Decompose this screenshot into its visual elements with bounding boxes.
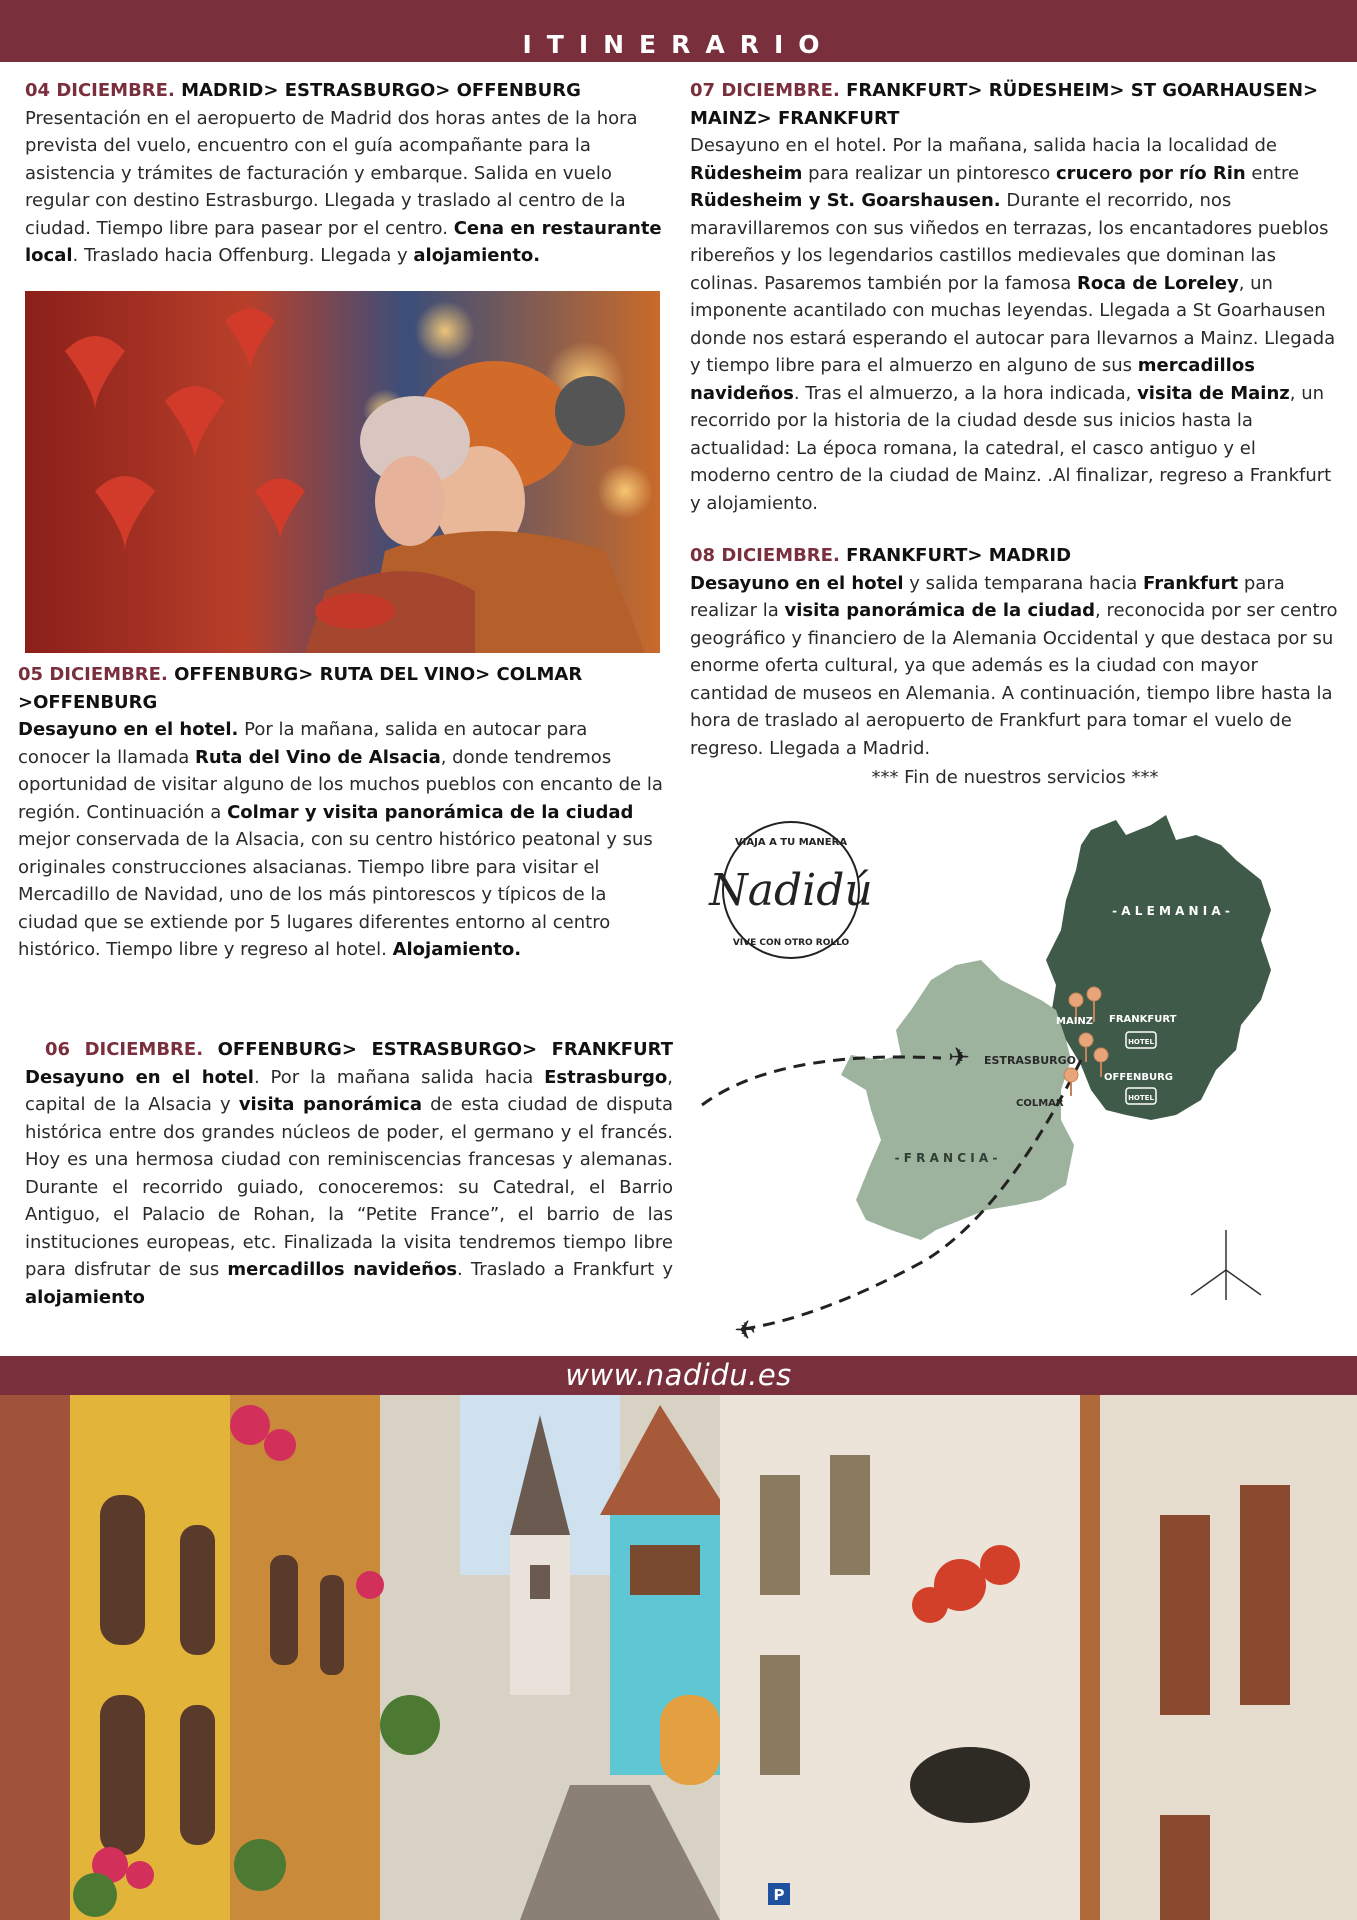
day-07-date: 07 DICIEMBRE. [690,80,840,101]
day-04-text: Presentación en el aeropuerto de Madrid dos horas antes de la hora prevista del vuelo, encuentro con el guía acompañante para la asistencia y trámites de facturación y embarque. Salida en vuelo regular con destino Estrasburgo. Llegada y traslado al centro de la ciudad. Tiempo libre para pasear por el centro. Cena en restaurante local. Traslado hacia Offenburg. Llegada y alojamiento. [25,107,662,266]
day-06-text: Desayuno en el hotel. Por la mañana salida hacia Estrasburgo, capital de la Alsacia y visita panorámica de esta ciudad de disputa histórica entre dos grandes núcleos de poder, el germano y el francés. Hoy es una hermosa ciudad con reminiscencias francesas y alemanas. Durante el recorrido guiado, conoceremos: su Catedral, el Barrio Antiguo, el Palacio de Rohan, la “Petite France”, el barrio de las instituciones europeas, etc. Finalizada la visita tendremos tiempo libre para disfrutar de sus mercadillos navideños. Traslado a Frankfurt y alojamiento [25,1066,673,1308]
pin-icon-estrasburgo [1079,1033,1093,1047]
website-link[interactable]: www.nadidu.es [565,1358,792,1392]
website-band [0,1356,1357,1395]
day-07-section [690,77,1340,517]
compass-icon [1191,1230,1261,1300]
end-of-services: *** Fin de nuestros servicios *** [871,767,1159,788]
day-08-date: 08 DICIEMBRE. [690,545,840,566]
christmas-market-photo [25,291,660,653]
city-label-offenburg: OFFENBURG [1104,1072,1174,1083]
pin-icon-offenburg [1094,1048,1108,1062]
pin-icon-frankfurt [1087,987,1101,1001]
plane-icon-inbound: ✈ [948,1043,970,1073]
pin-icon-colmar [1064,1068,1078,1082]
day-08-section [690,542,1340,792]
nadidu-logo [708,822,872,958]
page-title: ITINERARIO [522,30,835,59]
day-06-route: OFFENBURG> ESTRASBURGO> FRANKFURT [217,1039,673,1060]
pin-icon-mainz [1069,993,1083,1007]
day-04-date: 04 DICIEMBRE. [25,80,175,101]
plane-icon-outbound: ✈ [734,1313,756,1340]
city-label-mainz: MAINZ [1056,1016,1094,1027]
logo-name: Nadidú [709,865,873,916]
day-08-route: FRANKFURT> MADRID [846,545,1072,566]
day-06-heading [25,1036,673,1064]
alsace-street-photo [0,1395,1357,1920]
day-08-heading [690,542,1340,570]
day-05-section [18,661,664,964]
day-07-route: FRANKFURT> RÜDESHEIM> ST GOARHAUSEN> MAINZ> FRANKFURT [690,80,1319,129]
france-label: - F R A N C I A - [894,1151,998,1165]
svg-text:HOTEL: HOTEL [1128,1094,1154,1102]
day-05-heading [18,661,664,716]
day-05-route: OFFENBURG> RUTA DEL VINO> COLMAR >OFFENBURG [18,664,583,713]
header-band [0,0,1357,62]
city-label-estrasburgo: ESTRASBURGO [984,1054,1077,1067]
day-07-text: Desayuno en el hotel. Por la mañana, salida hacia la localidad de Rüdesheim para realizar un pintoresco crucero por río Rin entre Rüdesheim y St. Goarshausen. Durante el recorrido, nos maravillaremos con sus viñedos en terrazas, los encantadores pueblos ribereños y los legendarios castillos medievales que dominan las colinas. Pasaremos también por la famosa Roca de Loreley, un imponente acantilado con muchas leyendas. Llegada a St Goarhausen donde nos estará esperando el autocar para llevarnos a Mainz. Llegada y tiempo libre para el almuerzo en alguno de sus mercadillos navideños. Tras el almuerzo, a la hora indicada, visita de Mainz, un recorrido por la historia de la ciudad desde sus inicios hasta la actualidad: La época romana, la catedral, el casco antiguo y el moderno centro de la ciudad de Mainz. .Al finalizar, regreso a Frankfurt y alojamiento. [690,135,1336,514]
day-04-heading [25,77,665,105]
logo-bottom-text: VIVE CON OTRO ROLLO [732,938,850,948]
day-06-section [25,1036,673,1311]
day-07-heading [690,77,1340,132]
day-04-section [25,77,665,270]
city-label-colmar: COLMAR [1016,1098,1064,1109]
day-04-route: MADRID> ESTRASBURGO> OFFENBURG [181,80,581,101]
route-map [696,800,1296,1340]
city-label-frankfurt: FRANKFURT [1109,1014,1177,1025]
day-05-date: 05 DICIEMBRE. [18,664,168,685]
day-08-text: Desayuno en el hotel y salida temparana hacia Frankfurt para realizar la visita panorámica de la ciudad, reconocida por ser centro geográfico y financiero de la Alemania Occidental y que destaca por su enorme oferta cultural, ya que además es la ciudad con mayor cantidad de museos en Alemania. A continuación, tiempo libre hasta la hora de traslado al aeropuerto de Frankfurt para tomar el vuelo de regreso. Llegada a Madrid. [690,572,1338,759]
logo-top-text: VIAJA A TU MANERA [734,837,848,848]
svg-text:HOTEL: HOTEL [1128,1038,1154,1046]
day-05-text: Desayuno en el hotel. Por la mañana, salida en autocar para conocer la llamada Ruta del Vino de Alsacia, donde tendremos oportunidad de visitar alguno de los muchos pueblos con encanto de la región. Continuación a Colmar y visita panorámica de la ciudad mejor conservada de la Alsacia, con su centro histórico peatonal y sus originales construcciones alsacianas. Tiempo libre para visitar el Mercadillo de Navidad, uno de los más pintorescos y típicos de la ciudad que se extiende por 5 lugares diferentes entorno al centro histórico. Tiempo libre y regreso al hotel. Alojamiento. [18,719,663,960]
germany-label: - A L E M A N I A - [1112,904,1230,918]
parking-sign: P [773,1886,785,1904]
day-06-date: 06 DICIEMBRE. [45,1039,204,1060]
